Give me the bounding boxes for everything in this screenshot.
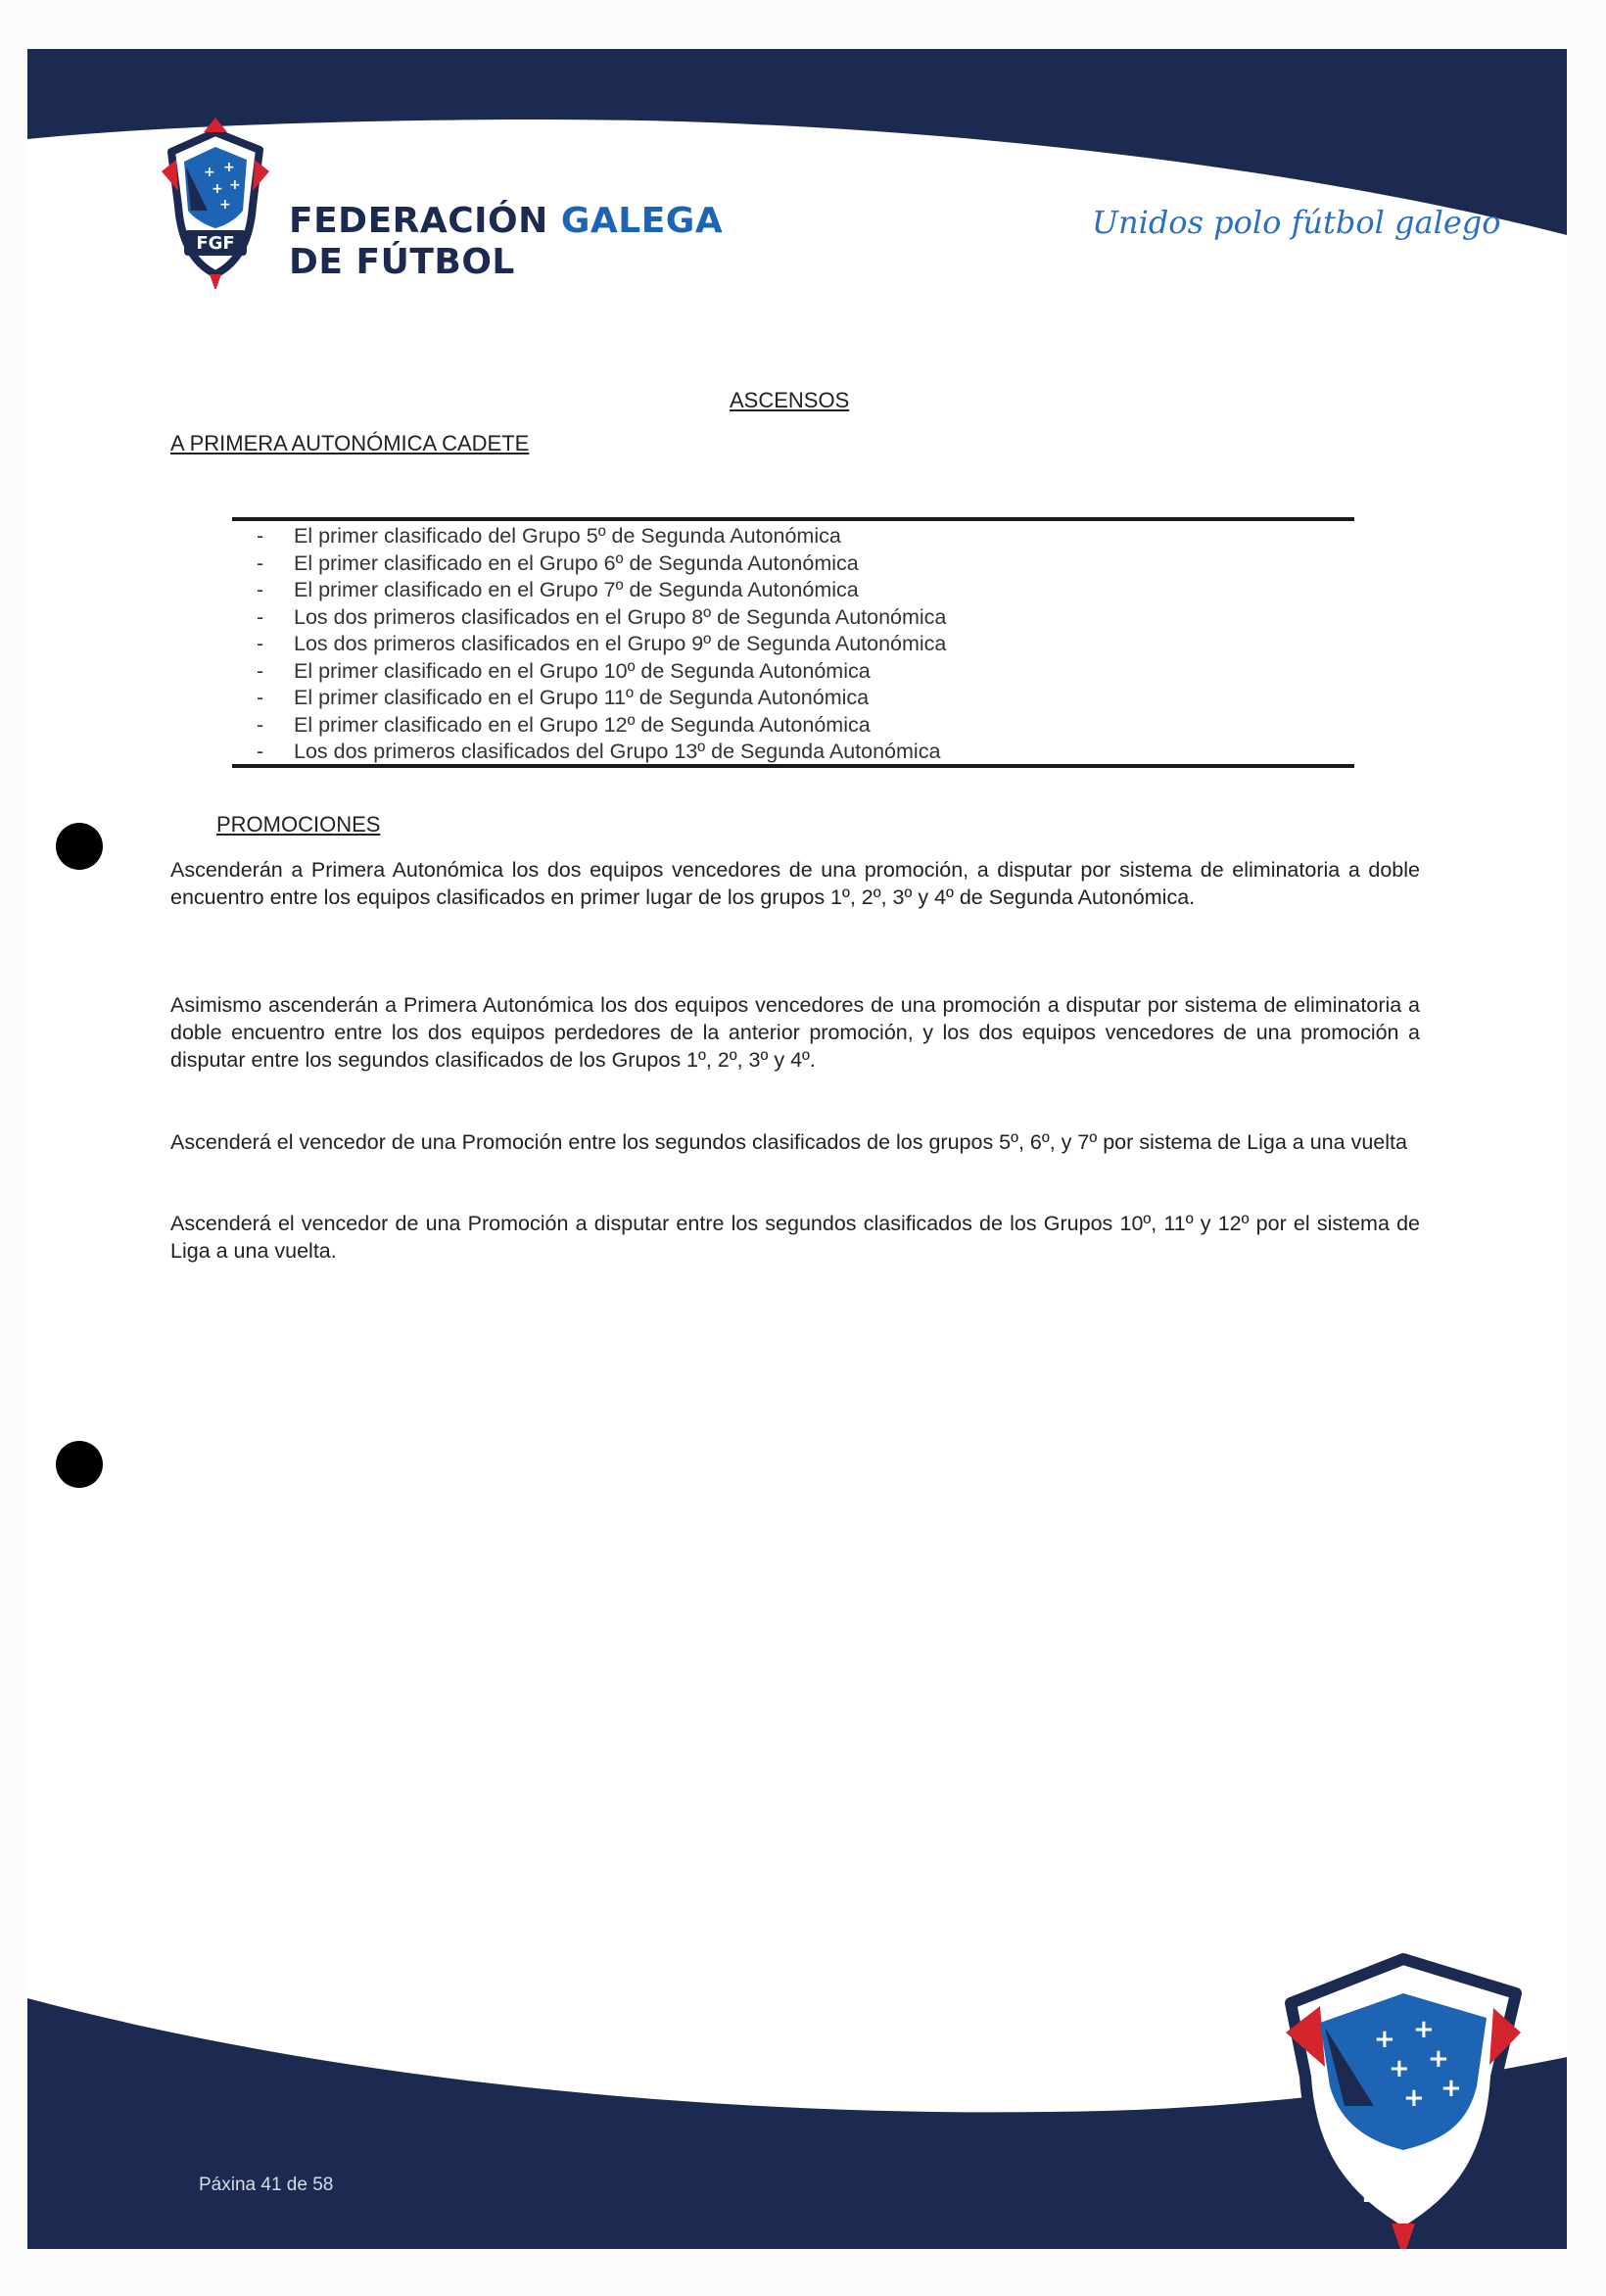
list-top-rule [232, 517, 1354, 521]
list-item: - El primer clasificado en el Grupo 10º de Segunda Autonómica [255, 658, 946, 686]
svg-text:+: + [1413, 2015, 1435, 2044]
punch-hole [56, 823, 103, 870]
logo-text: FGF [196, 233, 235, 254]
list-item: - El primer clasificado en el Grupo 7º de Segunda Autonómica [255, 577, 946, 604]
punch-hole [56, 1441, 103, 1488]
promocion-paragraph-2: Asimismo ascenderán a Primera Autonómica los dos equipos vencedores de una promoción a disputar por sistema de eliminatoria a doble encuentro entre los dos equipos perdedores de la anterior promoción, y los dos equipos vencedores de una promoción a disputar entre los segundos clasificados de los Grupos 1º, 2º, 3º y 4º. [170, 993, 1420, 1072]
list-item: - El primer clasificado en el Grupo 11º de Segunda Autonómica [255, 685, 946, 712]
list-item: - El primer clasificado en el Grupo 6º de Segunda Autonómica [255, 550, 946, 578]
org-name-part-1: FEDERACIÓN [289, 201, 548, 241]
svg-text:+: + [204, 165, 215, 180]
ascensos-list [255, 523, 946, 766]
org-name-accent: GALEGA [560, 201, 724, 241]
svg-text:+: + [1428, 2044, 1449, 2074]
svg-text:+: + [223, 160, 235, 175]
promocion-paragraph-1: Ascenderán a Primera Autonómica los dos equipos vencedores de una promoción, a disputar por sistema de eliminatoria a doble encuentro entre los equipos clasificados en primer lugar de los grupos 1º, 2º, 3º y 4º de Segunda Autonómica. [170, 858, 1420, 909]
svg-text:+: + [229, 177, 241, 193]
page-number: Páxina 41 de 58 [199, 2175, 334, 2195]
list-item: - Los dos primeros clasificados del Grupo 13º de Segunda Autonómica [255, 739, 946, 766]
svg-text:+: + [1441, 2074, 1462, 2103]
svg-text:+: + [219, 197, 231, 213]
svg-text:+: + [1403, 2083, 1425, 2113]
slogan: Unidos polo fútbol galego [1092, 204, 1501, 241]
fgf-shield-logo [137, 113, 294, 289]
section-subtitle: A PRIMERA AUTONÓMICA CADETE [170, 431, 530, 455]
list-item: - Los dos primeros clasificados en el Grupo 9º de Segunda Autonómica [255, 631, 946, 658]
badge-text: FGF [1360, 2167, 1446, 2212]
list-item: - Los dos primeros clasificados en el Grupo 8º de Segunda Autonómica [255, 604, 946, 632]
promociones-title: PROMOCIONES [216, 812, 381, 837]
promocion-paragraph-3: Ascenderá el vencedor de una Promoción entre los segundos clasificados de los grupos 5º, 6º, y 7º por sistema de Liga a una vuelta [170, 1130, 1407, 1154]
svg-text:+: + [1374, 2025, 1395, 2054]
svg-text:+: + [212, 181, 223, 197]
list-bottom-rule [232, 764, 1354, 768]
section-title: ASCENSOS [730, 388, 850, 412]
organization-name [289, 201, 723, 283]
org-name-part-2: DE FÚTBOL [289, 242, 515, 282]
list-item: - El primer clasificado en el Grupo 12º de Segunda Autonómica [255, 712, 946, 740]
promocion-paragraph-4: Ascenderá el vencedor de una Promoción a disputar entre los segundos clasificados de los Grupos 10º, 11º y 12º por el sistema de Liga a una vuelta. [170, 1212, 1420, 1263]
svg-text:+: + [1389, 2054, 1410, 2083]
list-item: - El primer clasificado del Grupo 5º de Segunda Autonómica [255, 523, 946, 550]
fgf-badge-logo [1266, 1939, 1540, 2249]
